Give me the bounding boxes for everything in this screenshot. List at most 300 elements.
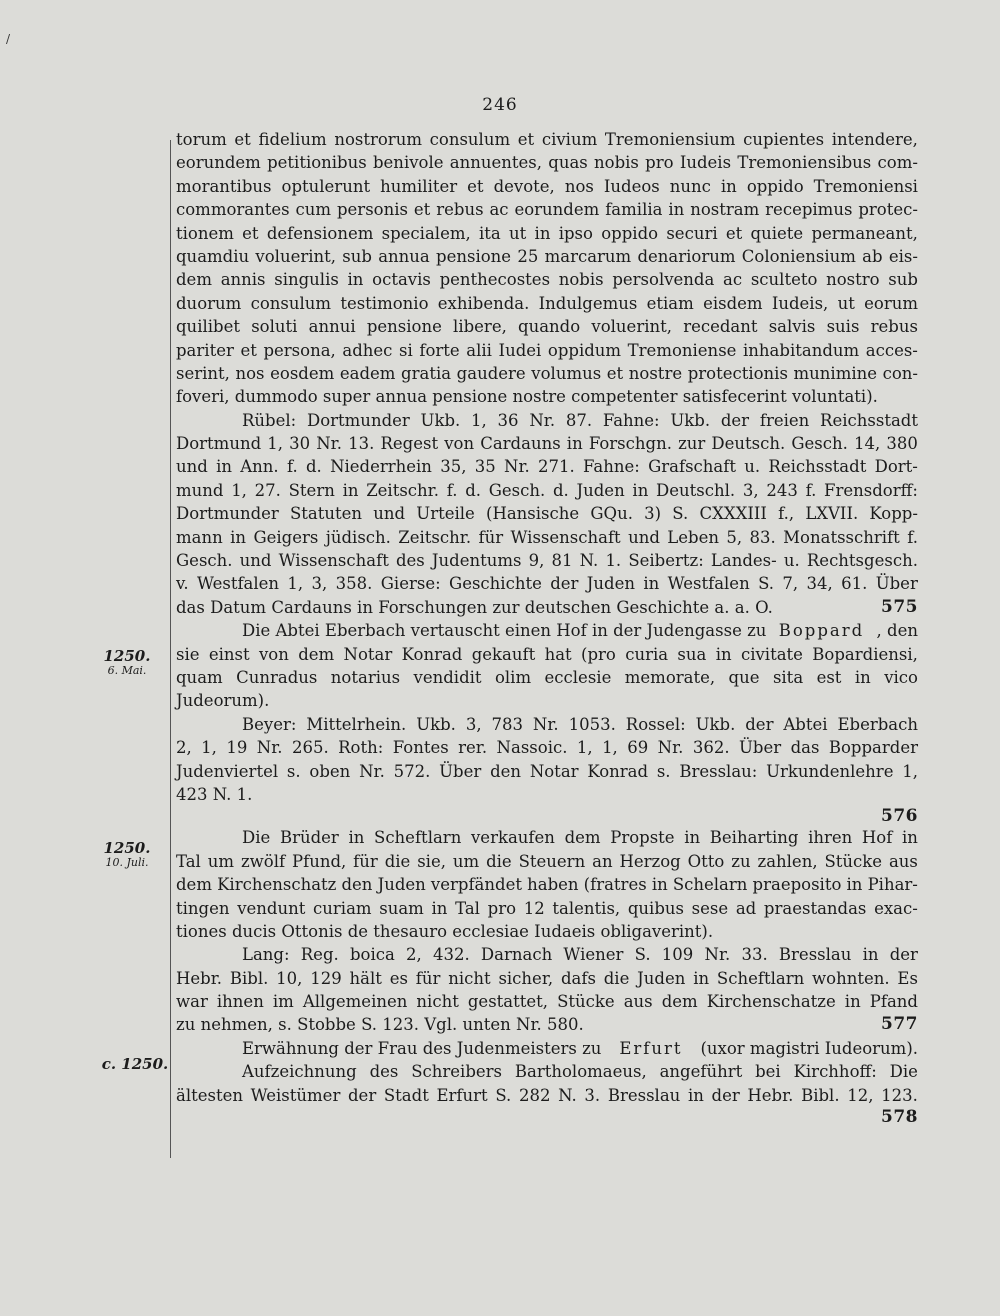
word: in	[720, 176, 737, 196]
word: ac	[489, 200, 509, 220]
word: sub	[888, 270, 918, 290]
text-line	[176, 315, 918, 338]
word: Rechtsgesch.	[806, 551, 918, 571]
word: Rübel:	[242, 410, 297, 430]
word: Nr.	[529, 410, 556, 430]
word: et	[517, 130, 535, 149]
word: 2,	[176, 738, 192, 758]
word: Ukb.	[695, 714, 736, 734]
word: sie	[176, 644, 200, 664]
word: commorantes	[176, 200, 290, 220]
word: 33.	[741, 945, 768, 965]
word: Iudeos	[603, 176, 660, 196]
word: verpfändet	[430, 875, 522, 895]
word: zur	[678, 434, 706, 454]
margin-year: 1250.	[103, 839, 151, 857]
word: u.	[783, 551, 800, 571]
word: Rossel:	[625, 714, 686, 734]
word: protectionis	[687, 363, 788, 383]
word: Notar	[529, 761, 579, 781]
word: quibus	[627, 898, 684, 918]
word: Fahne:	[602, 410, 660, 430]
ref-line	[176, 455, 918, 478]
ref-line	[176, 760, 918, 783]
word: si	[399, 340, 413, 360]
word: Bibl.	[801, 1085, 840, 1105]
word: GQu.	[590, 504, 633, 524]
word: und	[239, 551, 272, 571]
word: Juden	[637, 968, 686, 988]
word: 1053.	[568, 714, 616, 734]
ref-line: 423 N. 1.	[176, 784, 253, 804]
word: recedant	[683, 317, 758, 337]
word: Pfund,	[291, 851, 347, 871]
word: Westfalen	[196, 574, 280, 594]
word: soluti	[251, 317, 298, 337]
ref-line	[176, 943, 918, 966]
word: Juden	[377, 875, 426, 895]
word: Geschichte	[449, 574, 542, 594]
word: hält	[349, 968, 382, 988]
word: Stern	[288, 480, 335, 500]
word: in	[684, 828, 701, 848]
word: olim	[494, 667, 532, 687]
word: N.	[558, 1085, 577, 1105]
word: in	[347, 270, 364, 290]
ref-line	[176, 502, 918, 525]
word: vendidit	[413, 667, 482, 687]
word: Über	[439, 761, 482, 781]
word: ecclesie	[544, 667, 612, 687]
word: 30	[289, 434, 311, 454]
word: der	[550, 574, 579, 594]
word: Zeitschr.	[398, 527, 472, 547]
word: nostro	[826, 270, 880, 290]
word: et	[240, 340, 257, 360]
margin-day: 10. Juli.	[105, 856, 149, 869]
word: pariter	[176, 340, 234, 360]
word: sita	[772, 667, 804, 687]
word: in	[342, 480, 359, 500]
word: gratia	[401, 363, 452, 383]
word: 87.	[565, 410, 593, 430]
word: Hebr.	[747, 1085, 794, 1105]
word: 9,	[528, 551, 545, 571]
word: 5,	[726, 527, 743, 547]
word: in	[651, 875, 668, 895]
word: Monatsschrift	[783, 527, 900, 547]
ref-line	[176, 990, 918, 1013]
word: ipso	[558, 223, 593, 243]
word: um	[452, 851, 480, 871]
word: Scheftlarn	[716, 968, 805, 988]
word: dem	[176, 875, 212, 895]
word: nostre	[628, 363, 683, 383]
word: praeposito	[752, 875, 842, 895]
word: quam	[176, 667, 223, 687]
text-line	[176, 897, 918, 920]
word: Ukb.	[420, 410, 461, 430]
word: persona,	[263, 340, 336, 360]
word: pensione	[366, 317, 442, 337]
word: Hof	[861, 828, 893, 848]
word: 12	[523, 898, 545, 918]
word: d.	[465, 480, 481, 500]
entry-575-latin	[176, 128, 918, 409]
word: forte	[419, 340, 460, 360]
text-line	[176, 619, 918, 642]
word: in	[348, 828, 365, 848]
word: Kirchhoff:	[793, 1062, 877, 1082]
word: Aufzeichnung	[242, 1062, 357, 1082]
word: 358.	[335, 574, 373, 594]
margin-date-576	[92, 648, 162, 677]
entry-number-row	[176, 1107, 918, 1127]
word: in	[566, 434, 583, 454]
ref-text: zu nehmen, s. Stobbe S. 123. Vgl. unten Nr. 580.	[176, 1015, 584, 1035]
word: Fahne:	[583, 457, 640, 477]
word: 1,	[287, 574, 304, 594]
word: eadem	[339, 363, 396, 383]
word: Kirchenschatz	[217, 875, 337, 895]
word: 123.	[881, 1085, 918, 1105]
word: 1,	[902, 761, 918, 781]
word: eosdem	[270, 363, 335, 383]
word: humiliter	[380, 176, 458, 196]
word: oppido	[601, 223, 659, 243]
word: Erfurt	[436, 1085, 488, 1105]
word: Judentums	[431, 551, 522, 571]
word: v.	[176, 574, 189, 594]
word: Regest	[380, 434, 439, 454]
text-line: tiones ducis Ottonis de thesauro ecclesiae Iudaeis obligaverint).	[176, 921, 714, 941]
word: 1,	[267, 434, 284, 454]
text-line	[176, 268, 918, 291]
word: Gesch.	[488, 480, 546, 500]
word: Stücke	[824, 851, 883, 871]
word: et	[606, 363, 624, 383]
word: 35,	[440, 457, 467, 477]
word: eisdem	[703, 293, 763, 313]
word: petitionibus	[267, 153, 367, 173]
word: quas	[548, 153, 588, 173]
text-line	[176, 339, 918, 362]
word: nicht	[416, 992, 459, 1012]
word: duorum	[176, 293, 242, 313]
word: mund	[176, 480, 224, 500]
ref-line	[176, 736, 918, 759]
word: Über	[739, 738, 782, 758]
word: Brüder	[279, 828, 339, 848]
word: nobis	[594, 153, 639, 173]
word: dem	[298, 644, 335, 664]
word: 10,	[276, 968, 303, 988]
word: benivole	[372, 153, 444, 173]
word: denariorum	[637, 246, 736, 266]
word: 432.	[432, 945, 470, 965]
word: an	[592, 851, 613, 871]
word: Judenviertel	[176, 761, 279, 781]
word: Seibertz:	[628, 551, 704, 571]
word: s.	[656, 761, 671, 781]
word: Tremoniensi	[813, 176, 918, 196]
word: in	[230, 527, 247, 547]
word: der	[889, 945, 918, 965]
word: Abtei	[783, 714, 828, 734]
word: 69	[627, 738, 649, 758]
margin-year: 1250.	[103, 647, 151, 665]
word: et	[242, 223, 259, 243]
word: es	[389, 968, 408, 988]
word: f.,	[778, 504, 795, 524]
word: ihnen	[216, 992, 264, 1012]
word: 1,	[231, 480, 247, 500]
word: d.	[552, 480, 569, 500]
word: Schreibers	[411, 1062, 503, 1082]
word: pro	[487, 898, 517, 918]
word: 572.	[393, 761, 431, 781]
word: torum	[176, 130, 227, 149]
text-line: foveri, dummodo super annua pensione nostre competenter satisfecerint voluntati).	[176, 387, 878, 407]
word: ihren	[808, 828, 853, 848]
word: sculteto	[750, 270, 818, 290]
word: in	[668, 200, 685, 220]
word: 3.	[584, 1085, 601, 1105]
word: Kirchenschatze	[706, 992, 836, 1012]
word: Nr.	[256, 738, 283, 758]
word: 19	[226, 738, 248, 758]
word: tingen	[176, 898, 230, 918]
word: Geigers	[253, 527, 319, 547]
word: rebus	[436, 200, 484, 220]
word: 1,	[602, 738, 618, 758]
word: Cardauns	[480, 434, 561, 454]
word: S.	[495, 1085, 512, 1105]
word: annui	[308, 317, 356, 337]
word: Lang:	[242, 945, 290, 965]
word: ac	[723, 270, 743, 290]
margin-rule	[170, 140, 171, 1158]
word: Bopardiensi,	[812, 644, 918, 664]
ref-line	[176, 409, 918, 432]
word: Über	[875, 574, 918, 594]
word: et	[234, 130, 251, 149]
word: Konrad	[587, 761, 649, 781]
word: 380	[886, 434, 918, 454]
margin-date-577	[92, 840, 162, 869]
word: in	[693, 968, 710, 988]
word: familia	[605, 200, 663, 220]
word: Gesch.	[791, 434, 848, 454]
word: Nr.	[704, 945, 731, 965]
word: 34,	[806, 574, 833, 594]
word: civium	[541, 130, 598, 149]
word: f.	[805, 480, 817, 500]
word: von	[444, 434, 475, 454]
margin-year: c. 1250.	[101, 1055, 169, 1073]
text-line	[176, 198, 918, 221]
word: 362.	[692, 738, 730, 758]
page-number: 246	[482, 95, 518, 115]
word: der	[720, 410, 750, 430]
word: Iudeis,	[771, 293, 829, 313]
word: sese	[691, 898, 729, 918]
word: ältesten	[176, 1085, 243, 1105]
word: 81	[551, 551, 573, 571]
word: Dortmunder	[176, 504, 279, 524]
word: 27.	[254, 480, 281, 500]
word: civitate	[740, 644, 803, 664]
word: Stücke	[557, 992, 615, 1012]
text-line	[176, 826, 918, 849]
word: rebus	[870, 317, 918, 337]
word: Ukb.	[670, 410, 711, 430]
word: von	[258, 644, 289, 664]
entry-number: 577	[881, 1014, 918, 1035]
word: Die	[889, 1062, 918, 1082]
word: Nr.	[657, 738, 684, 758]
word: personis	[336, 200, 408, 220]
text-line	[176, 362, 918, 385]
text-line	[176, 151, 918, 174]
place-name: Boppard	[778, 621, 865, 641]
word: in	[854, 667, 871, 687]
word: 83.	[749, 527, 776, 547]
word: Grafschaft	[648, 457, 736, 477]
word: LXVII.	[805, 504, 859, 524]
word: Landes-	[710, 551, 777, 571]
text-line	[176, 873, 918, 896]
text-fragment: Die Abtei Eberbach vertauscht einen Hof in der Judengasse zu	[242, 621, 767, 641]
word: (fratres	[583, 875, 647, 895]
word: Nr.	[316, 434, 342, 454]
entry-number: 576	[881, 806, 918, 827]
word: CXXXIII	[699, 504, 767, 524]
word: und	[628, 527, 660, 547]
word: für	[353, 851, 378, 871]
word: 129	[310, 968, 342, 988]
word: in	[846, 875, 863, 895]
word: vendunt	[237, 898, 306, 918]
word: nicht	[448, 968, 491, 988]
word: Juden	[576, 480, 625, 500]
word: nostram	[690, 200, 760, 220]
word: 271.	[538, 457, 575, 477]
word: verkaufen	[470, 828, 555, 848]
word: Juden	[586, 574, 635, 594]
word: f.	[446, 480, 458, 500]
word: der	[745, 714, 774, 734]
word: et	[413, 200, 431, 220]
text-column	[176, 128, 918, 1127]
word: protec-	[858, 200, 918, 220]
word: voluerint,	[255, 246, 336, 266]
word: Bresslau	[607, 1085, 681, 1105]
ref-line	[176, 967, 918, 990]
word: 282	[518, 1085, 551, 1105]
word: testimonio	[340, 293, 429, 313]
word: Urteile	[416, 504, 475, 524]
word: Deutsch.	[711, 434, 786, 454]
word: fidelium	[258, 130, 327, 149]
word: Reichsstadt	[768, 457, 867, 477]
word: Beiharting	[709, 828, 799, 848]
word: in	[715, 644, 732, 664]
word: 243	[766, 480, 798, 500]
word: com-	[877, 153, 918, 173]
word: Niederrhein	[330, 457, 432, 477]
word: Cunradus	[236, 667, 318, 687]
word: 1,	[471, 410, 487, 430]
word: dem	[661, 992, 698, 1012]
word: Dort-	[874, 457, 918, 477]
word: gaudere	[456, 363, 526, 383]
word: vico	[884, 667, 918, 687]
ref-line	[176, 549, 918, 572]
word: den	[341, 875, 373, 895]
word: Scheftlarn	[374, 828, 462, 848]
word: zwölf	[240, 851, 286, 871]
ref-line	[176, 432, 918, 455]
word: Roth:	[338, 738, 384, 758]
word: adhec	[342, 340, 393, 360]
text-fragment: , den	[876, 621, 918, 641]
word: penthecostes	[439, 270, 551, 290]
word: des	[369, 1062, 399, 1082]
word: Deutschl.	[656, 480, 736, 500]
word: rer.	[458, 738, 488, 758]
word: S.	[758, 574, 775, 594]
word: exac-	[874, 898, 918, 918]
text-line	[176, 292, 918, 315]
word: Urkundenlehre	[766, 761, 894, 781]
word: Pfand	[869, 992, 918, 1012]
word: nostrorum	[334, 130, 422, 149]
word: Indulgemus	[538, 293, 638, 313]
word: cum	[295, 200, 332, 220]
word: die	[486, 851, 512, 871]
word: Gierse:	[380, 574, 441, 594]
word: Darnach	[480, 945, 553, 965]
word: curiam	[313, 898, 372, 918]
word: jüdisch.	[325, 527, 391, 547]
word: bei	[755, 1062, 781, 1082]
word: gestattet,	[467, 992, 549, 1012]
word: angeführt	[659, 1062, 743, 1082]
word: gekauft	[471, 644, 536, 664]
word: Dortmunder	[306, 410, 410, 430]
word: suam	[379, 898, 424, 918]
word: permaneant,	[811, 223, 918, 243]
entry-575-refs	[176, 409, 918, 620]
entry-number: 578	[881, 1107, 918, 1128]
word: aus	[888, 851, 918, 871]
word: eorundem	[514, 200, 600, 220]
word: S.	[672, 504, 689, 524]
word: nunc	[669, 176, 711, 196]
word: Bresslau	[778, 945, 852, 965]
word: cupientes	[743, 130, 825, 149]
entry-577	[176, 826, 918, 1037]
word: Tremoniensium	[604, 130, 736, 149]
word: zahlen,	[757, 851, 818, 871]
ref-line-with-number	[176, 1013, 918, 1036]
word: den	[490, 761, 522, 781]
word: und	[373, 504, 406, 524]
word: specialem,	[381, 223, 471, 243]
word: ut	[509, 223, 527, 243]
text-fragment: (uxor magistri Iudeorum).	[700, 1038, 918, 1058]
